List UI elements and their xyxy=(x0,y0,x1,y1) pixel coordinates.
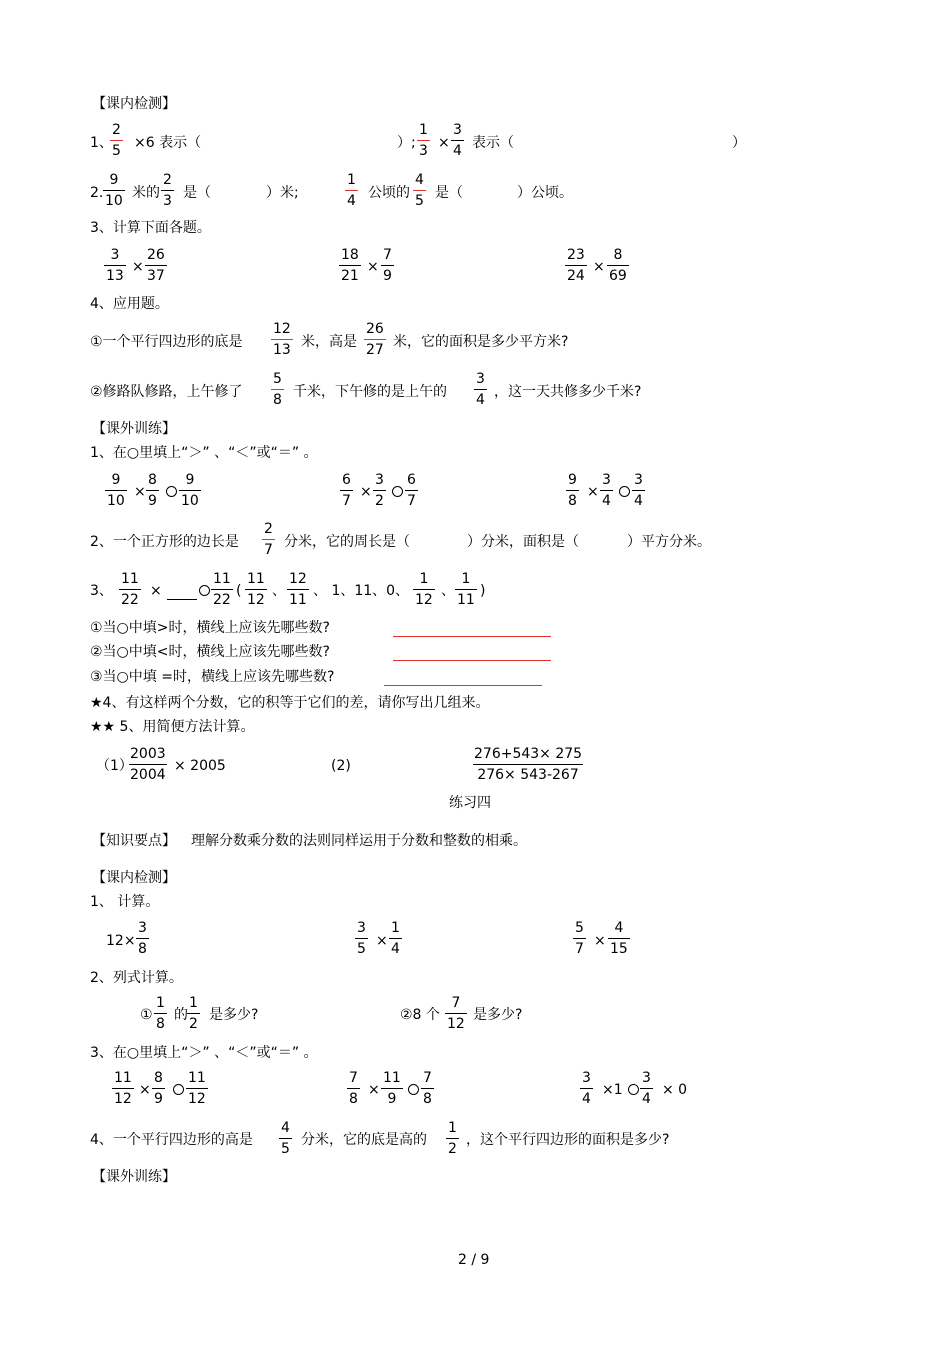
options-text: 、 1、11、0、 xyxy=(313,583,410,599)
fraction: 3 13 xyxy=(106,247,124,284)
q1-text2: 表示（ xyxy=(472,135,514,151)
fraction: 9 10 xyxy=(107,472,125,509)
answer-blank[interactable] xyxy=(167,599,197,600)
fraction: 11 22 xyxy=(213,571,231,608)
expression-prefix: 12× xyxy=(106,933,136,949)
fraction: 6 7 xyxy=(342,472,351,509)
fraction: 3 4 xyxy=(602,472,611,509)
separator: 、 xyxy=(272,583,286,599)
fraction: 9 8 xyxy=(568,472,577,509)
compare-circle[interactable] xyxy=(392,486,403,497)
q5-part1-text: × 2005 xyxy=(174,758,226,774)
q4-text: 分米，它的底是高的 xyxy=(301,1132,427,1148)
times-sign: × xyxy=(587,484,599,500)
section-header: 【课外训练】 xyxy=(92,421,176,437)
key-points-label: 【知识要点】 xyxy=(92,833,176,849)
q2-text: ）平方分米。 xyxy=(627,534,711,550)
q3-prefix: 3、 xyxy=(90,583,113,599)
fraction: 7 8 xyxy=(349,1070,358,1107)
section-header: 【课内检测】 xyxy=(92,96,176,112)
times-sign: × xyxy=(367,259,379,275)
q1-title: 1、 计算。 xyxy=(90,894,160,910)
times-sign: × xyxy=(139,1082,151,1098)
answer-line[interactable] xyxy=(393,660,551,661)
q4-p1-text: ①一个平行四边形的底是 xyxy=(90,334,243,350)
q2-text: 是多少? xyxy=(209,1007,259,1023)
q4-title: 4、应用题。 xyxy=(90,296,169,312)
compare-circle[interactable] xyxy=(408,1084,419,1095)
q2-text: ）米; xyxy=(266,185,299,201)
times-one: ×1 xyxy=(602,1082,623,1098)
compare-circle[interactable] xyxy=(166,486,177,497)
page-number: 2 / 9 xyxy=(458,1252,490,1268)
fraction: 5 8 xyxy=(273,371,282,408)
fraction: 1 2 xyxy=(448,1120,457,1157)
fraction: 4 5 xyxy=(415,172,424,209)
compare-circle[interactable] xyxy=(619,486,630,497)
fraction: 2 3 xyxy=(163,172,172,209)
times-sign: × xyxy=(360,484,372,500)
fraction: 11 12 xyxy=(247,571,265,608)
key-points-text: 理解分数乘分数的法则同样运用于分数和整数的相乘。 xyxy=(191,833,527,849)
q2-text: 公顷的 xyxy=(368,185,410,201)
times-zero: × 0 xyxy=(662,1082,688,1098)
fraction: 9 10 xyxy=(181,472,199,509)
times-sign: × xyxy=(134,484,146,500)
section-header: 【课内检测】 xyxy=(92,870,176,886)
q4-text: ★4、有这样两个分数，它的积等于它们的差，请你写出几组来。 xyxy=(90,695,490,711)
times-sign: × xyxy=(132,259,144,275)
q2-text: 是多少? xyxy=(473,1007,523,1023)
times-sign: × xyxy=(376,933,388,949)
fraction: 2 7 xyxy=(264,521,273,558)
times-sign: × xyxy=(150,583,162,599)
fraction: 8 9 xyxy=(148,472,157,509)
q2-text: 2、一个正方形的边长是 xyxy=(90,534,239,550)
separator: 、 xyxy=(441,583,455,599)
fraction: 8 69 xyxy=(609,247,627,284)
fraction: 1 3 xyxy=(419,122,428,159)
q2-text: 米的 xyxy=(132,185,160,201)
fraction: 2 5 xyxy=(112,122,121,159)
fraction: 7 8 xyxy=(423,1070,432,1107)
q2-text: ）公顷。 xyxy=(517,185,573,201)
q4-text: 4、一个平行四边形的高是 xyxy=(90,1132,253,1148)
fraction: 276+543× 275 276× 543-267 xyxy=(474,746,583,783)
q2-text: 是（ xyxy=(183,185,211,201)
q2-text: 是（ xyxy=(435,185,463,201)
fraction: 3 4 xyxy=(453,122,462,159)
compare-circle[interactable] xyxy=(199,585,210,596)
q2-text: 的 xyxy=(174,1007,188,1023)
fraction: 3 5 xyxy=(357,920,366,957)
fraction: 9 10 xyxy=(105,172,123,209)
fraction: 7 9 xyxy=(383,247,392,284)
fraction: 2003 2004 xyxy=(130,746,166,783)
q4-p2-text: ，这一天共修多少千米? xyxy=(494,384,642,400)
fraction: 3 4 xyxy=(582,1070,591,1107)
fraction: 4 15 xyxy=(610,920,628,957)
times-sign: × xyxy=(438,135,450,151)
fraction: 1 2 xyxy=(189,995,198,1032)
paren: ( xyxy=(236,583,242,599)
q2-title: 2、列式计算。 xyxy=(90,970,183,986)
q1-close: ）; xyxy=(397,135,416,151)
fraction: 26 27 xyxy=(366,321,384,358)
fraction: 12 11 xyxy=(289,571,307,608)
times-sign: × xyxy=(594,933,606,949)
fraction: 11 22 xyxy=(121,571,139,608)
q4-p2-text: ②修路队修路，上午修了 xyxy=(90,384,243,400)
fraction: 1 4 xyxy=(391,920,400,957)
fraction: 3 8 xyxy=(138,920,147,957)
times-sign: × xyxy=(368,1082,380,1098)
q3-sub-1: ①当○中填>时，横线上应该先哪些数? xyxy=(90,620,330,636)
fraction: 12 13 xyxy=(273,321,291,358)
compare-circle[interactable] xyxy=(173,1084,184,1095)
fraction: 8 9 xyxy=(154,1070,163,1107)
fraction: 11 12 xyxy=(188,1070,206,1107)
q5-part1-label: （1） xyxy=(96,758,133,774)
q1-prefix: 1、 xyxy=(90,135,113,151)
fraction: 3 4 xyxy=(634,472,643,509)
q5-title: ★★ 5、用简便方法计算。 xyxy=(90,719,255,735)
section-header: 【课外训练】 xyxy=(92,1169,176,1185)
q2-text: ① xyxy=(140,1007,153,1023)
q2-prefix: 2. xyxy=(90,185,104,201)
compare-circle[interactable] xyxy=(628,1084,639,1095)
q4-p2-text: 千米，下午修的是上午的 xyxy=(293,384,447,400)
fraction: 11 12 xyxy=(114,1070,132,1107)
q3-title: 3、在○里填上“＞” 、“＜”或“＝” 。 xyxy=(90,1045,318,1061)
q4-text: ，这个平行四边形的面积是多少? xyxy=(466,1132,670,1148)
fraction: 3 4 xyxy=(642,1070,651,1107)
paren: ) xyxy=(480,583,486,599)
fraction: 11 9 xyxy=(383,1070,401,1107)
q1-text: ×6 表示（ xyxy=(134,135,202,151)
q1-title: 1、在○里填上“＞” 、“＜”或“＝” 。 xyxy=(90,445,318,461)
fraction: 1 4 xyxy=(347,172,356,209)
fraction: 5 7 xyxy=(575,920,584,957)
fraction: 26 37 xyxy=(147,247,165,284)
q3-sub-3: ③当○中填 =时，横线上应该先哪些数? xyxy=(90,669,335,685)
fraction: 23 24 xyxy=(567,247,585,284)
q3-title: 3、计算下面各题。 xyxy=(90,220,211,236)
fraction: 4 5 xyxy=(281,1120,290,1157)
answer-line[interactable] xyxy=(384,685,542,686)
q4-p1-text: 米，高是 xyxy=(301,334,357,350)
q2-text: ）分米，面积是（ xyxy=(467,534,579,550)
fraction: 6 7 xyxy=(407,472,416,509)
q2-text: ②8 个 xyxy=(400,1007,440,1023)
page-title: 练习四 xyxy=(449,795,491,811)
answer-line[interactable] xyxy=(393,636,551,637)
fraction: 18 21 xyxy=(341,247,359,284)
q2-text: 分米，它的周长是（ xyxy=(284,534,410,550)
fraction: 7 12 xyxy=(447,995,465,1032)
q5-part2-label: (2) xyxy=(331,758,351,774)
fraction: 1 11 xyxy=(457,571,475,608)
fraction: 3 2 xyxy=(375,472,384,509)
q3-sub-2: ②当○中填<时，横线上应该先哪些数? xyxy=(90,644,330,660)
fraction: 1 12 xyxy=(415,571,433,608)
times-sign: × xyxy=(593,259,605,275)
q4-p1-text: 米，它的面积是多少平方米? xyxy=(393,334,569,350)
fraction: 3 4 xyxy=(476,371,485,408)
q1-close2: ） xyxy=(732,135,746,151)
fraction: 1 8 xyxy=(156,995,165,1032)
